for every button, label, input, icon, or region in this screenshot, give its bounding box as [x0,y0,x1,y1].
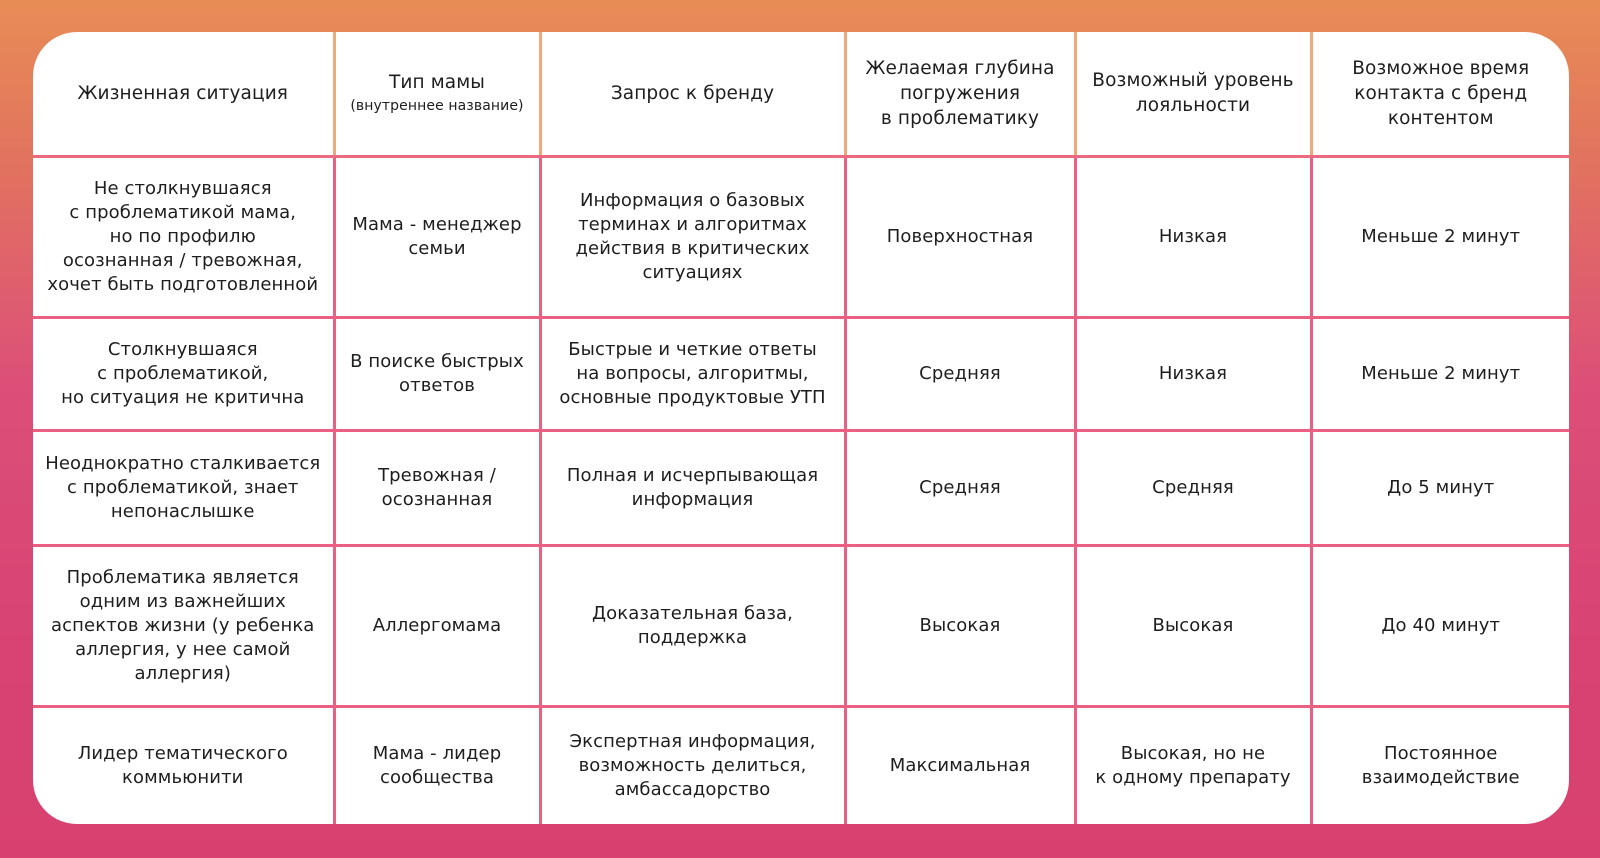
cell-mom-type: Мама - лидер сообщества [334,706,540,824]
cell-immersion-depth: Максимальная [845,706,1075,824]
header-mom-type-subtitle: (внутреннее название) [350,97,524,114]
cell-loyalty-level: Низкая [1075,317,1311,430]
header-life-situation: Жизненная ситуация [33,32,334,156]
cell-brand-request: Полная и исчерпывающая информация [540,430,845,545]
cell-loyalty-level: Высокая, но не к одному препарату [1075,706,1311,824]
table-row [33,545,1569,706]
cell-mom-type: В поиске быстрых ответов [334,317,540,430]
cell-contact-time: Постоянное взаимодействие [1361,742,1520,788]
cell-life-situation: Не столкнувшаяся с проблематикой мама, но по профилю осознанная / тревожная, хочет быть подготовленной [33,156,334,317]
cell-brand-request: Экспертная информация, возможность делиться, амбассадорство [540,706,845,824]
cell-loyalty-level: Средняя [1075,430,1311,545]
cell-contact-time: До 5 минут [1311,430,1569,545]
header-immersion-depth: Желаемая глубина погружения в проблематику [845,32,1075,156]
table-row [33,317,1569,430]
cell-loyalty-level: Низкая [1075,156,1311,317]
table-row [33,156,1569,317]
cell-life-situation: Столкнувшаяся с проблематикой, но ситуация не критична [33,317,334,430]
cell-brand-request: Доказательная база, поддержка [540,545,845,706]
cell-mom-type: Мама - менеджер семьи [334,156,540,317]
header-brand-request: Запрос к бренду [540,32,845,156]
table-card [33,32,1569,824]
cell-contact-time: Меньше 2 минут [1311,317,1569,430]
cell-immersion-depth: Средняя [845,430,1075,545]
cell-brand-request: Информация о базовых терминах и алгоритмах действия в критических ситуациях [540,156,845,317]
header-contact-time: Возможное время контакта с бренд контентом [1311,32,1569,156]
cell-contact-time: До 40 минут [1311,545,1569,706]
cell-immersion-depth: Поверхностная [845,156,1075,317]
cell-life-situation: Лидер тематического коммьюнити [33,706,334,824]
cell-mom-type: Аллергомама [334,545,540,706]
cell-life-situation: Проблематика является одним из важнейших аспектов жизни (у ребенка аллергия, у нее самой аллергия) [33,545,334,706]
header-row [33,32,1569,156]
table-row [33,430,1569,545]
cell-contact-time: Меньше 2 минут [1311,156,1569,317]
cell-brand-request: Быстрые и четкие ответы на вопросы, алгоритмы, основные продуктовые УТП [540,317,845,430]
cell-life-situation: Неоднократно сталкивается с проблематикой, знает непонаслышке [33,430,334,545]
header-loyalty-level: Возможный уровень лояльности [1075,32,1311,156]
mom-segments-table [33,32,1569,824]
cell-immersion-depth: Высокая [845,545,1075,706]
table-row [33,706,1569,824]
header-mom-type: Тип мамы (внутреннее название) [334,32,540,156]
cell-immersion-depth: Средняя [845,317,1075,430]
cell-loyalty-level: Высокая [1075,545,1311,706]
cell-mom-type: Тревожная / осознанная [334,430,540,545]
